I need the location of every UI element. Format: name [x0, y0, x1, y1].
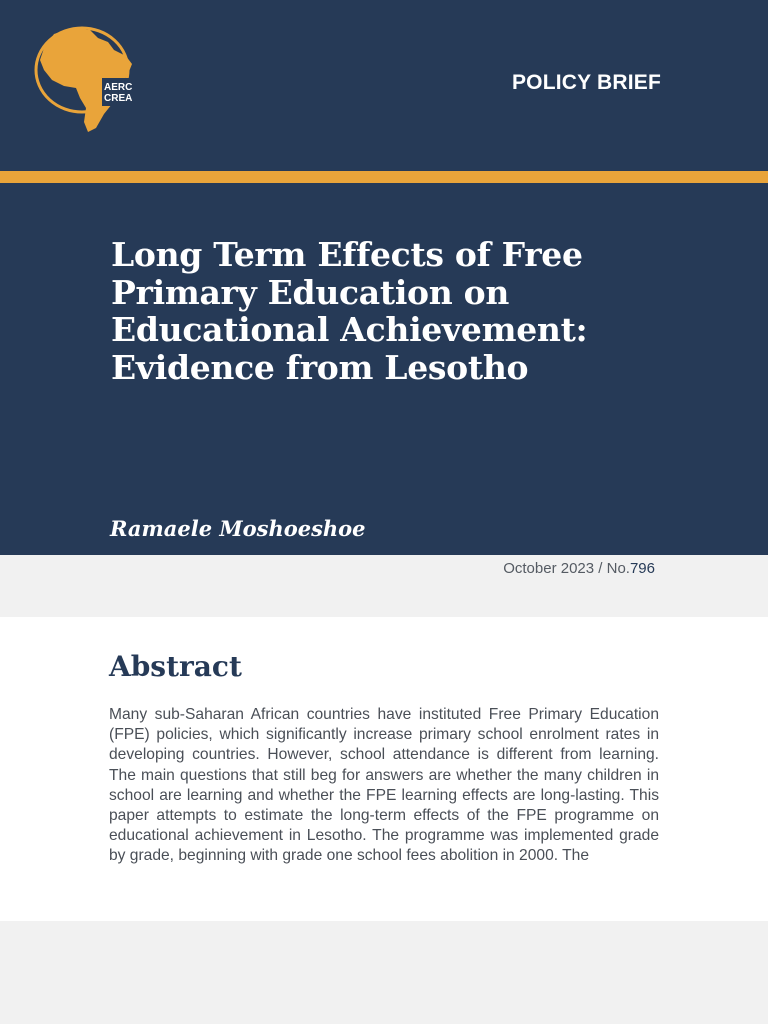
- gold-divider: [0, 171, 768, 183]
- page-footer-area: [0, 921, 768, 1024]
- author-name: Ramaele Moshoeshoe: [110, 516, 366, 541]
- aerc-logo: [32, 20, 140, 136]
- abstract-text: Many sub-Saharan African countries have instituted Free Primary Education (FPE) policies, which significantly increase primary school enrolment rates in developing countries. However, school attendance is different from learning. The main questions that still beg for answers are whether the many children in school are learning and whether the FPE learning effects are long-lasting. This paper attempts to estimate the long-term effects of the FPE programme on educational achievement in Lesotho. The programme was implemented grade by grade, beginning with grade one school fees abolition in 2000. The: [109, 706, 659, 865]
- brief-number: 796: [629, 560, 655, 577]
- logo-text-aerc: AERC: [104, 82, 133, 93]
- publication-date: [503, 560, 655, 577]
- abstract-heading: Abstract: [109, 650, 242, 683]
- logo-text-crea: CREA: [104, 93, 133, 104]
- policy-brief-label: POLICY BRIEF: [511, 71, 661, 94]
- date-text: October 2023 / No.: [503, 560, 630, 577]
- document-title: Long Term Effects of Free Primary Education on Educational Achievement: Evidence from Lesotho: [111, 235, 588, 387]
